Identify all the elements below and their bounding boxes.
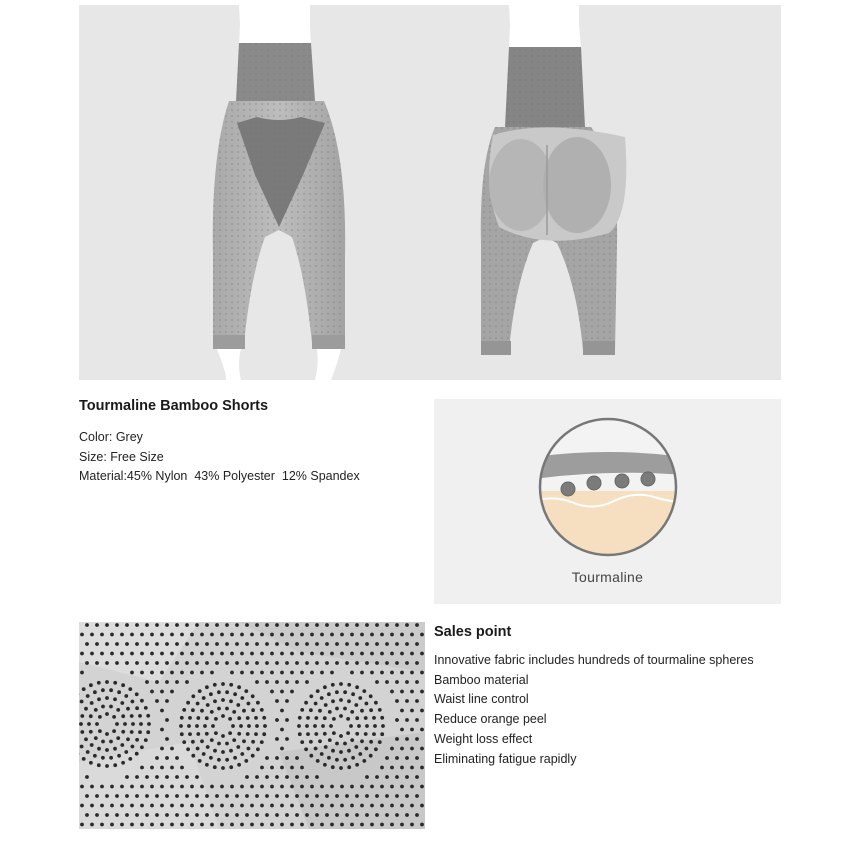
sales-heading: Sales point (434, 624, 512, 640)
product-title: Tourmaline Bamboo Shorts (79, 398, 269, 414)
sales-point: Eliminating fatigue rapidly (434, 751, 577, 766)
product-photo (79, 5, 781, 380)
front-view (213, 5, 345, 380)
sales-point: Bamboo material (434, 672, 529, 687)
fabric-closeup (79, 622, 425, 829)
back-view (481, 5, 627, 355)
product-info (79, 398, 419, 487)
sales-point: Innovative fabric includes hundreds of tourmaline spheres (434, 653, 754, 667)
sales-point: Weight loss effect (434, 731, 533, 746)
sales-list (434, 651, 834, 769)
spec-size: Size: Free Size (79, 449, 164, 464)
tourmaline-caption: Tourmaline (571, 569, 644, 585)
sales-point: Waist line control (434, 692, 529, 707)
sales-point: Reduce orange peel (434, 712, 547, 727)
spec-material: Material:45% Nylon 43% Polyester 12% Spandex (79, 469, 360, 483)
sales-points (434, 624, 834, 769)
spec-color: Color: Grey (79, 430, 143, 444)
tourmaline-diagram (434, 399, 781, 604)
